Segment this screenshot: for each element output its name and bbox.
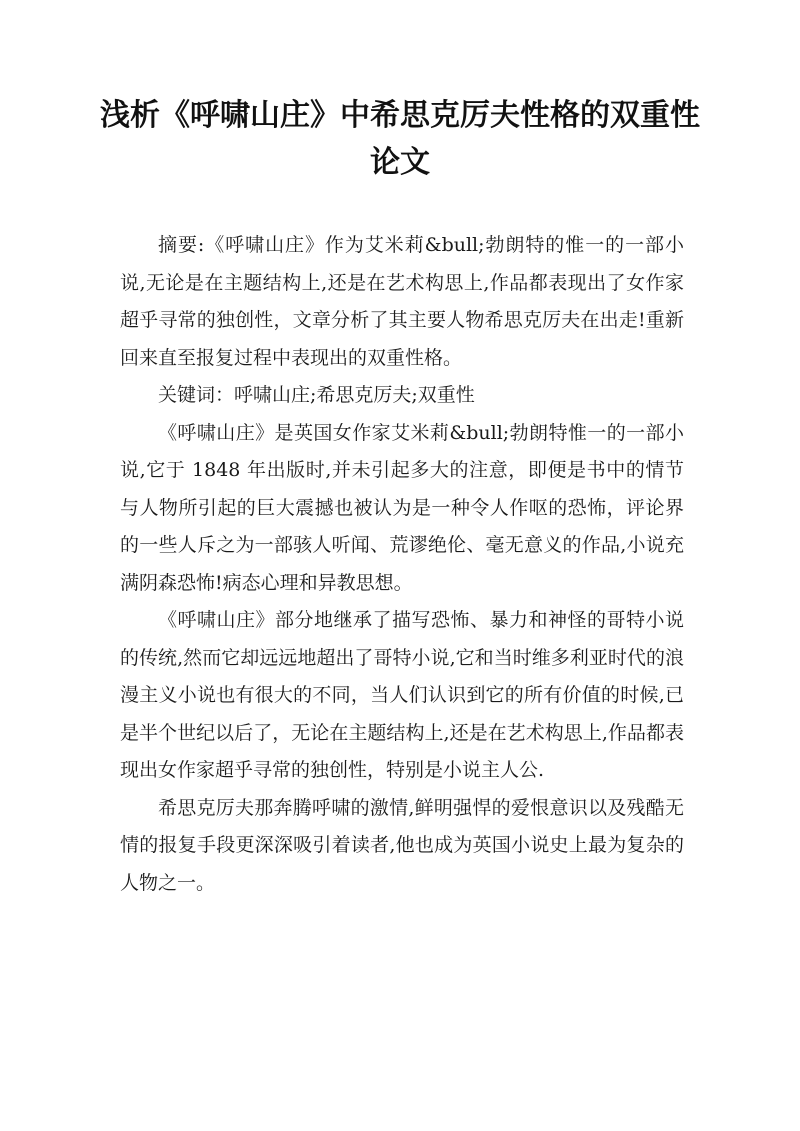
body-paragraph: 《呼啸山庄》部分地继承了描写恐怖、暴力和神怪的哥特小说的传统,然而它却远远地超出了哥特小说,它和当时维多利亚时代的浪漫主义小说也有很大的不同，当人们认识到它的所有价值的时候,已是半个世纪以后了，无论在主题结构上,还是在艺术构思上,作品都表现出女作家超乎寻常的独创性，特别是小说主人公. [120,609,684,781]
document-body [120,227,684,902]
body-paragraph: 希思克厉夫那奔腾呼啸的激情,鲜明强悍的爱恨意识以及残酷无情的报复手段更深深吸引着读者,他也成为英国小说史上最为复杂的人物之一。 [120,796,684,894]
document-title: 浅析《呼啸山庄》中希思克厉夫性格的双重性论文 [100,98,700,180]
abstract-paragraph: 摘要:《呼啸山庄》作为艾米莉&bull;勃朗特的惟一的一部小说,无论是在主题结构上,还是在艺术构思上,作品都表现出了女作家超乎寻常的独创性，文章分析了其主要人物希思克厉夫在出走!重新回来直至报复过程中表现出的双重性格。 [120,234,684,369]
keywords-line: 关键词：呼啸山庄;希思克厉夫;双重性 [158,384,475,406]
body-paragraph: 《呼啸山庄》是英国女作家艾米莉&bull;勃朗特惟一的一部小说,它于 1848 年出版时,并未引起多大的注意，即便是书中的情节与人物所引起的巨大震撼也被认为是一种令人作呕的恐怖，评论界的一些人斥之为一部骇人听闻、荒谬绝伦、毫无意义的作品,小说充满阴森恐怖!病态心理和异教思想。 [120,421,684,594]
